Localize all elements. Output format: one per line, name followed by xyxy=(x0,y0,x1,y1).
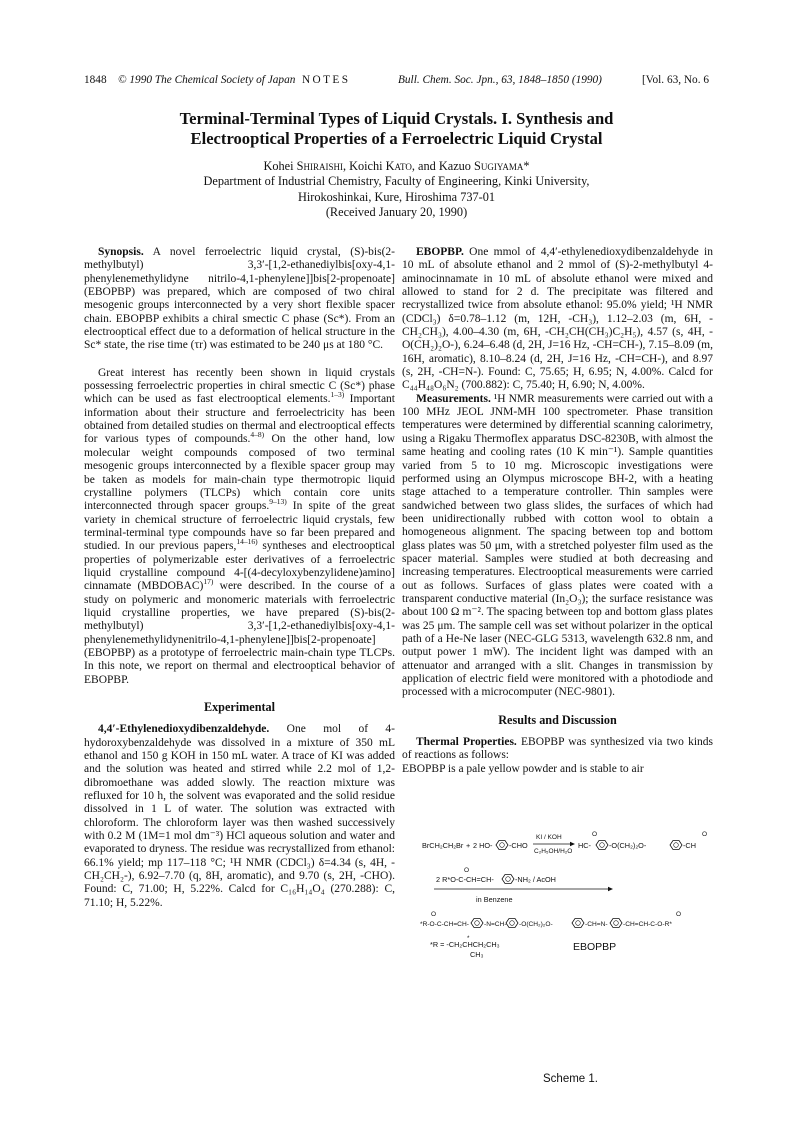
intro-text-c: On the other hand, low molecular weight compounds composed of two terminal mesogenic groups interconnected by a flexible spacer group may be taken as models for main-chain type thermotropic liquid crystalline polymers (TLCPs) which contain core units interconnected through spacer groups. xyxy=(84,433,395,513)
measurements-text: ¹H NMR measurements were carried out with a 100 MHz JEOL JNM-MH 100 spectrometer. Phase transition temperatures were determined by differential scanning calorimetry, using a Rigaku Thermoflex apparatus DSC-8230B, with almost the same heating and cooling rates (10 K min⁻¹). Sample quantities varied from 5 to 10 mg. Microscopic investigations were performed using an Olympus microscope BH-2, with a heating stage attached to a temperature controller. Thin samples were sandwiched between two glass slides, the surfaces of which had been unidirectionally rubbed with cotton wool to obtain a homogeneous alignment. The spacing between top and bottom glass plates was 50 μm, with a stretched polyester film used as the spacer material. Samples were studied at both decreasing and increasing temperatures. Electrooptical measurements were carried out as follows. Surfaces of glass plates were coated with a transparent conductive material (In₂O₃); the surface resistance was about 100 Ω m⁻². The spacing between top and bottom glass plates was 25 μm. The sample cell was set without polarizer in the optical path of a He-Ne laser (NEC-GLG 5313, wavelength 632.8 nm, and output power 1 mW). The incident light was damped with an attenuator and arranged with a slit. Changes in transmission by application of electric field were monitored with a photodiode and processed with a microcomputer (NEC-9801). xyxy=(402,392,713,699)
scheme-drawing xyxy=(420,828,710,1090)
running-head xyxy=(84,74,709,90)
final-ester-left: *R-O-C-CH=CH- xyxy=(420,921,469,928)
condition-solvent: C₂H₅OH/H₂O xyxy=(534,848,573,855)
author-3-given: Kazuo xyxy=(438,159,475,173)
thermal-label: Thermal Properties. xyxy=(416,736,517,749)
ref-17: 17) xyxy=(203,577,214,587)
dialdehyde-right: -CH xyxy=(683,841,696,850)
benzene-ring-icon xyxy=(572,919,584,928)
imine-left: -N=CH- xyxy=(484,921,507,928)
intro-text-b: Important information about their structure and ferroelectricity has been obtained from detailed studies on thermal and electrooptical effects for various types of compounds. xyxy=(84,393,395,446)
thermal-continued: EBOPBP is a pale yellow powder and is stable to air xyxy=(402,762,644,775)
synopsis-text: A novel ferroelectric liquid crystal, (S)-bis(2-methylbutyl) 3,3′-[1,2-ethanediylbis[oxy-4,1-phenylenemethylidyne nitrilo-4,1-phenylene]]bis[2-propenoate] (EBOPBP) was prepared, which are composed of two chiral mesogenic groups interconnected by a very short flexible spacer chain. EBOPBP exhibits a chiral smectic C phase (Sc*). From an electrooptical effect due to a deformation of helical structure in the Sc* state, the rise time (τr) was estimated to be 240 μs at 180 °C. xyxy=(84,246,395,352)
ebopbp-text: One mmol of 4,4′-ethylenedioxydibenzaldehyde in 10 mL of absolute ethanol and 2 mmol of (S)-2-methylbutyl 4-aminocinnamate in 10 mL of absolute ethanol were mixed and allowed to stand for 2 d. The precipitate was filtered and recrystallized twice from absolute ethanol: 95.0% yield; ¹H NMR (CDCl₃) δ=0.78–1.12 (m, 12H, -CH₃), 1.12–2.03 (m, 6H, -CH₂CH₃), 4.00–4.30 (m, 6H, -CH₂CH(CH₃)C₂H₅), 4.57 (s, 4H, -O(CH₂)₂O-), 6.24–6.48 (d, 2H, J=16 Hz, -CH=CH-), 7.15–8.09 (m, 16H, aromatic), 8.10–8.24 (d, 2H, J=16 Hz, -CH=CH-), and 8.97 (s, 2H, -CH=N-). Found: C, 75.65; H, 6.95; N, 4.00%. Calcd for C₄₄H₄₈O₆N₂ (700.882): C, 75.40; H, 6.90; N, 4.00%. xyxy=(402,246,713,392)
carbonyl-o-final-left: O xyxy=(431,911,437,918)
received-date: (Received January 20, 1990) xyxy=(325,205,468,219)
plus-sign: + xyxy=(466,841,471,850)
author-list xyxy=(60,159,733,174)
measurements-label: Measurements. xyxy=(416,392,491,405)
benzene-ring-icon xyxy=(670,841,682,850)
amine-acoh: -NH₂ / AcOH xyxy=(515,875,556,884)
volume-label: [Vol. 63, No. 6 xyxy=(642,74,709,86)
reagent-dibromoethane: BrCH₂CH₂Br xyxy=(422,841,464,850)
dialdehyde-label: 4,4′-Ethylenedioxydibenzaldehyde. xyxy=(98,723,270,736)
ref-14-16: 14–16) xyxy=(236,537,258,547)
carbonyl-o-right: O xyxy=(702,831,708,838)
section-label: NOTES xyxy=(302,74,351,86)
ref-9-13: 9–13) xyxy=(269,497,287,507)
reagent-aminocinnamate: 2 R*O-C-CH=CH- xyxy=(436,875,494,884)
benzene-ring-icon xyxy=(496,841,508,850)
dialdehyde-paragraph xyxy=(84,723,395,910)
reaction-scheme xyxy=(420,828,710,1090)
synopsis-label: Synopsis. xyxy=(98,246,144,258)
experimental-heading: Experimental xyxy=(203,700,276,714)
affiliation-line-2: Hirokoshinkai, Kure, Hiroshima 737-01 xyxy=(297,189,496,204)
synopsis-paragraph xyxy=(84,246,395,353)
intro-text-d: In spite of the great variety in chemical structure of ferroelectric liquid crystals, few terminal-terminal type compounds have so far been prepared and studied. In our previous papers, xyxy=(84,500,395,553)
dialdehyde-left: HC- xyxy=(578,841,591,850)
left-column xyxy=(84,246,395,910)
ethylenedioxy-linker: -O(CH₂)₂O- xyxy=(609,841,647,850)
arrowhead-2-icon xyxy=(608,887,613,891)
author-1-given: Kohei xyxy=(263,159,297,173)
product-label: EBOPBP xyxy=(573,941,617,953)
chiral-star: * xyxy=(467,935,470,942)
dialdehyde-text: One mol of 4-hydoroxybenzaldehyde was dissolved in a mixture of 350 mL ethanol and 150 g KOH in 150 mL water. A trace of KI was added and the solution was heated and stirred while 2.2 mol of 1,2-dibromoethane was added slowly. The reaction mixture was refluxed for 10 h, the solvent was evaporated and the solid residue dissolved in 1 L of water. The solution was extracted with chloroform. The chloroform layer was then washed successively with 0.2 M (1M=1 mol dm⁻³) HCl aqueous solution and water and evaporated to dryness. The residue was recrystallized from ethanol: 66.1% yield; mp 117–118 °C; ¹H NMR (CDCl₃) δ=4.34 (s, 4H, -CH₂CH₂-), 6.92–7.70 (q, 8H, aromatic), and 9.70 (s, 2H, -CHO). Found: C, 71.00; H, 5.22%. Calcd for C₁₆H₁₄O₄ (270.288): C, 71.10; H, 5.22%. xyxy=(84,723,395,909)
affiliation-line-1: Department of Industrial Chemistry, Faculty of Engineering, Kinki University, xyxy=(203,174,590,188)
carbonyl-o-left: O xyxy=(592,831,598,838)
title-line-1: Terminal-Terminal Types of Liquid Crystals. I. Synthesis and xyxy=(179,109,614,128)
imine-right: -CH=N- xyxy=(585,921,608,928)
aldehyde-group: -CHO xyxy=(509,841,528,850)
author-2-given: Koichi xyxy=(349,159,386,173)
reagent-hydroxybenzaldehyde: 2 HO- xyxy=(473,841,493,850)
benzene-ring-icon xyxy=(596,841,608,850)
benzene-ring-icon xyxy=(502,875,514,884)
benzene-ring-icon xyxy=(471,919,483,928)
thermal-paragraph xyxy=(402,736,713,763)
final-linker: -O(CH₂)₂O- xyxy=(519,921,553,928)
measurements-paragraph xyxy=(402,393,713,700)
journal-citation: Bull. Chem. Soc. Jpn., 63, 1848–1850 (1990) xyxy=(398,74,602,86)
copyright-line: © 1990 The Chemical Society of Japan xyxy=(118,74,296,86)
intro-text-e: syntheses and electrooptical properties of polymerizable ester derivatives of a ferroelectric liquid crystalline compound 4-[(4-decyloxybenzylidene)amino] cinnamate (MBDOBAC) xyxy=(84,540,396,593)
r-definition: *R = -CH₂CHCH₂CH₃ xyxy=(430,940,500,949)
ebopbp-label: EBOPBP. xyxy=(416,246,464,258)
title-line-2: Electrooptical Properties of a Ferroelectric Liquid Crystal xyxy=(190,129,603,148)
article-title xyxy=(60,109,733,149)
r-methyl-branch: CH₃ xyxy=(470,950,484,959)
benzene-ring-icon xyxy=(506,919,518,928)
introduction-paragraph xyxy=(84,367,395,687)
author-sep-2: , and xyxy=(411,159,439,173)
ebopbp-paragraph xyxy=(402,246,713,393)
intro-text-f: were described. In the course of a study on polymeric and monomeric materials with ferroelectric liquid crystalline properties, we have prepared (S)-bis(2-methylbutyl) 3,3′-[1,2-ethanediylbis[oxy-4,1-phenylenemethylidynenitrilo-4,1-phenylene]]bis[2-propenoate] (EBOPBP) as a prototype of ferroelectric main-chain type TLCPs. In this note, we report on thermal and electrooptical behavior of EBOPBP. xyxy=(84,580,395,686)
author-3-family: Sugiyama xyxy=(474,159,524,173)
ref-4-8: 4–8) xyxy=(250,430,265,440)
ref-1-3: 1–3) xyxy=(330,390,345,400)
results-heading: Results and Discussion xyxy=(498,712,617,727)
author-2-family: Kato xyxy=(385,159,412,173)
thermal-text: EBOPBP was synthesized via two kinds of reactions as follows: xyxy=(402,736,713,762)
right-column xyxy=(402,246,713,776)
carbonyl-o-ester: O xyxy=(464,867,470,874)
scheme-caption: Scheme 1. xyxy=(543,1073,598,1085)
solvent-benzene: in Benzene xyxy=(476,895,513,904)
final-ester-right: -CH=CH-C-O-R* xyxy=(623,921,672,928)
corresponding-mark: * xyxy=(523,159,530,173)
page-number: 1848 xyxy=(84,74,107,86)
intro-text-a: Great interest has recently been shown in liquid crystals possessing ferroelectric properties in chiral smectic C (Sc*) phase which can be used as fast electrooptical elements. xyxy=(84,366,395,406)
arrowhead-1-icon xyxy=(570,842,575,846)
benzene-ring-icon xyxy=(610,919,622,928)
author-1-family: Shiraishi xyxy=(296,159,343,173)
carbonyl-o-final-right: O xyxy=(676,911,682,918)
condition-ki-koh: KI / KOH xyxy=(536,834,562,841)
affiliation xyxy=(60,174,733,221)
author-sep-1: , xyxy=(342,159,350,173)
